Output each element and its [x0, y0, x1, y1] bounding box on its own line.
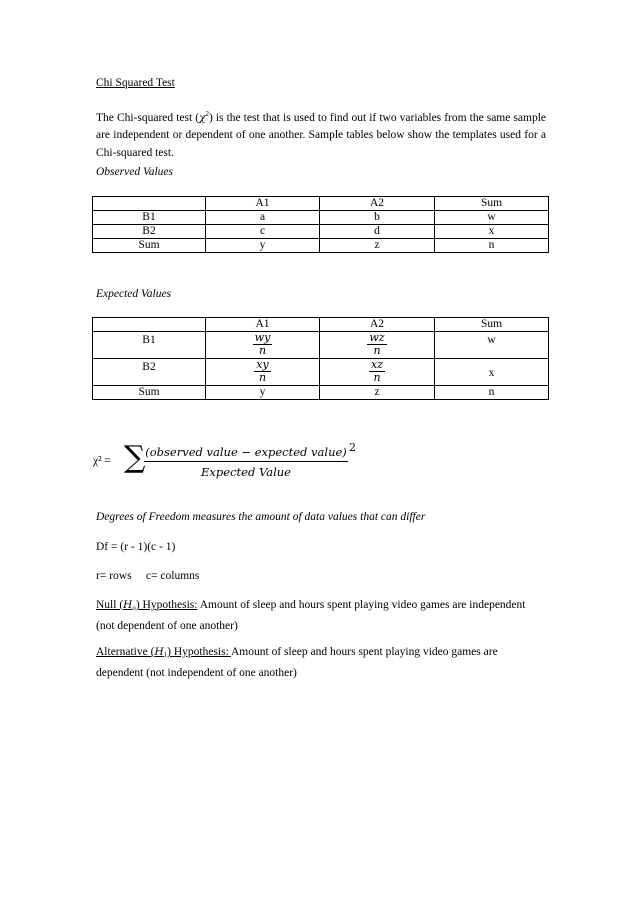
- table-row: [93, 225, 549, 239]
- fraction-denominator: n: [258, 344, 267, 357]
- fraction-numerator: wy: [254, 331, 271, 344]
- null-hypothesis-label: [96, 599, 197, 611]
- table-cell: B2: [93, 225, 206, 239]
- table-cell: [320, 359, 435, 386]
- fraction: [367, 332, 386, 357]
- table-cell: x: [435, 359, 549, 386]
- header-cell: A1: [206, 318, 320, 332]
- table-row: [93, 239, 549, 253]
- table-row: [93, 359, 549, 386]
- header-cell: [93, 318, 206, 332]
- fraction-numerator: xy: [256, 358, 269, 371]
- header-cell: A2: [320, 318, 435, 332]
- table-header-row: [93, 318, 549, 332]
- fraction: [254, 359, 270, 384]
- table-cell: [206, 359, 320, 386]
- formula-denominator: Expected Value: [201, 465, 291, 479]
- chi-symbol: χ: [199, 111, 206, 124]
- fraction-numerator: xz: [371, 358, 383, 371]
- table-cell: w: [435, 211, 549, 225]
- h-symbol: H: [154, 646, 164, 658]
- table-cell: Sum: [93, 239, 206, 253]
- h-subscript: 1: [163, 651, 168, 659]
- intro-text-start: The Chi-squared test (: [96, 111, 200, 124]
- null-hypothesis-text: Amount of sleep and hours spent playing video games are independent (not dependent of one another): [96, 599, 526, 632]
- h-subscript: o: [132, 604, 136, 612]
- table-cell: Sum: [93, 386, 206, 400]
- formula-exponent: 2: [349, 441, 356, 454]
- fraction: [253, 332, 273, 357]
- null-label-end: ) Hypothesis:: [135, 599, 198, 611]
- fraction-denominator: n: [373, 344, 381, 357]
- table-row: [93, 386, 549, 400]
- chi-exponent: 2: [205, 110, 209, 118]
- table-cell: c: [206, 225, 320, 239]
- table-cell: x: [435, 225, 549, 239]
- expected-values-label: Expected Values: [96, 288, 172, 300]
- fraction-denominator: n: [373, 371, 381, 384]
- table-cell: [206, 332, 320, 359]
- table-row: [93, 332, 549, 359]
- formula-lhs: χ² =: [93, 455, 111, 467]
- formula-fraction: [144, 445, 348, 479]
- alt-label-start: Alternative (: [96, 646, 155, 658]
- alternative-hypothesis-text: Amount of sleep and hours spent playing video games are dependent (not independent of one another): [96, 646, 498, 679]
- table-cell: d: [320, 225, 435, 239]
- intro-paragraph: [96, 106, 546, 162]
- fraction-numerator: wz: [369, 331, 385, 344]
- formula-numerator: (observed value − expected value): [144, 445, 348, 462]
- page-title: Chi Squared Test: [96, 77, 175, 89]
- table-cell: w: [435, 332, 549, 359]
- table-cell: y: [206, 386, 320, 400]
- table-cell: y: [206, 239, 320, 253]
- table-cell: n: [435, 239, 549, 253]
- alternative-hypothesis-label: [96, 646, 231, 658]
- table-cell: B2: [93, 359, 206, 386]
- table-cell: z: [320, 386, 435, 400]
- fraction-denominator: n: [258, 371, 267, 384]
- table-cell: B1: [93, 332, 206, 359]
- degrees-of-freedom-definition: Degrees of Freedom measures the amount of data values that can differ: [96, 511, 426, 523]
- observed-values-label: Observed Values: [96, 166, 173, 178]
- table-cell: B1: [93, 211, 206, 225]
- rows-columns-legend: r= rows c= columns: [96, 570, 200, 582]
- table-cell: b: [320, 211, 435, 225]
- header-cell: [93, 197, 206, 211]
- intro-text-end: ) is the test that is used to find out if two variables from the same sample are independent or dependent of one another. Sample tables below show the templates used for a Chi-squared test.: [96, 111, 546, 159]
- fraction: [369, 359, 385, 384]
- table-cell: n: [435, 386, 549, 400]
- df-formula: Df = (r - 1)(c - 1): [96, 541, 176, 553]
- table-cell: [320, 332, 435, 359]
- null-label-start: Null (: [96, 599, 124, 611]
- table-cell: a: [206, 211, 320, 225]
- header-cell: Sum: [435, 197, 549, 211]
- expected-values-table: [92, 317, 549, 400]
- h-symbol: H: [123, 599, 133, 611]
- null-hypothesis: [96, 597, 536, 635]
- header-cell: A1: [206, 197, 320, 211]
- alternative-hypothesis: [96, 644, 536, 682]
- alt-label-end: ) Hypothesis:: [167, 646, 231, 658]
- header-cell: A2: [320, 197, 435, 211]
- header-cell: Sum: [435, 318, 549, 332]
- table-row: [93, 211, 549, 225]
- table-cell: z: [320, 239, 435, 253]
- summation-symbol: ∑: [124, 440, 146, 475]
- observed-values-table: [92, 196, 549, 253]
- table-header-row: [93, 197, 549, 211]
